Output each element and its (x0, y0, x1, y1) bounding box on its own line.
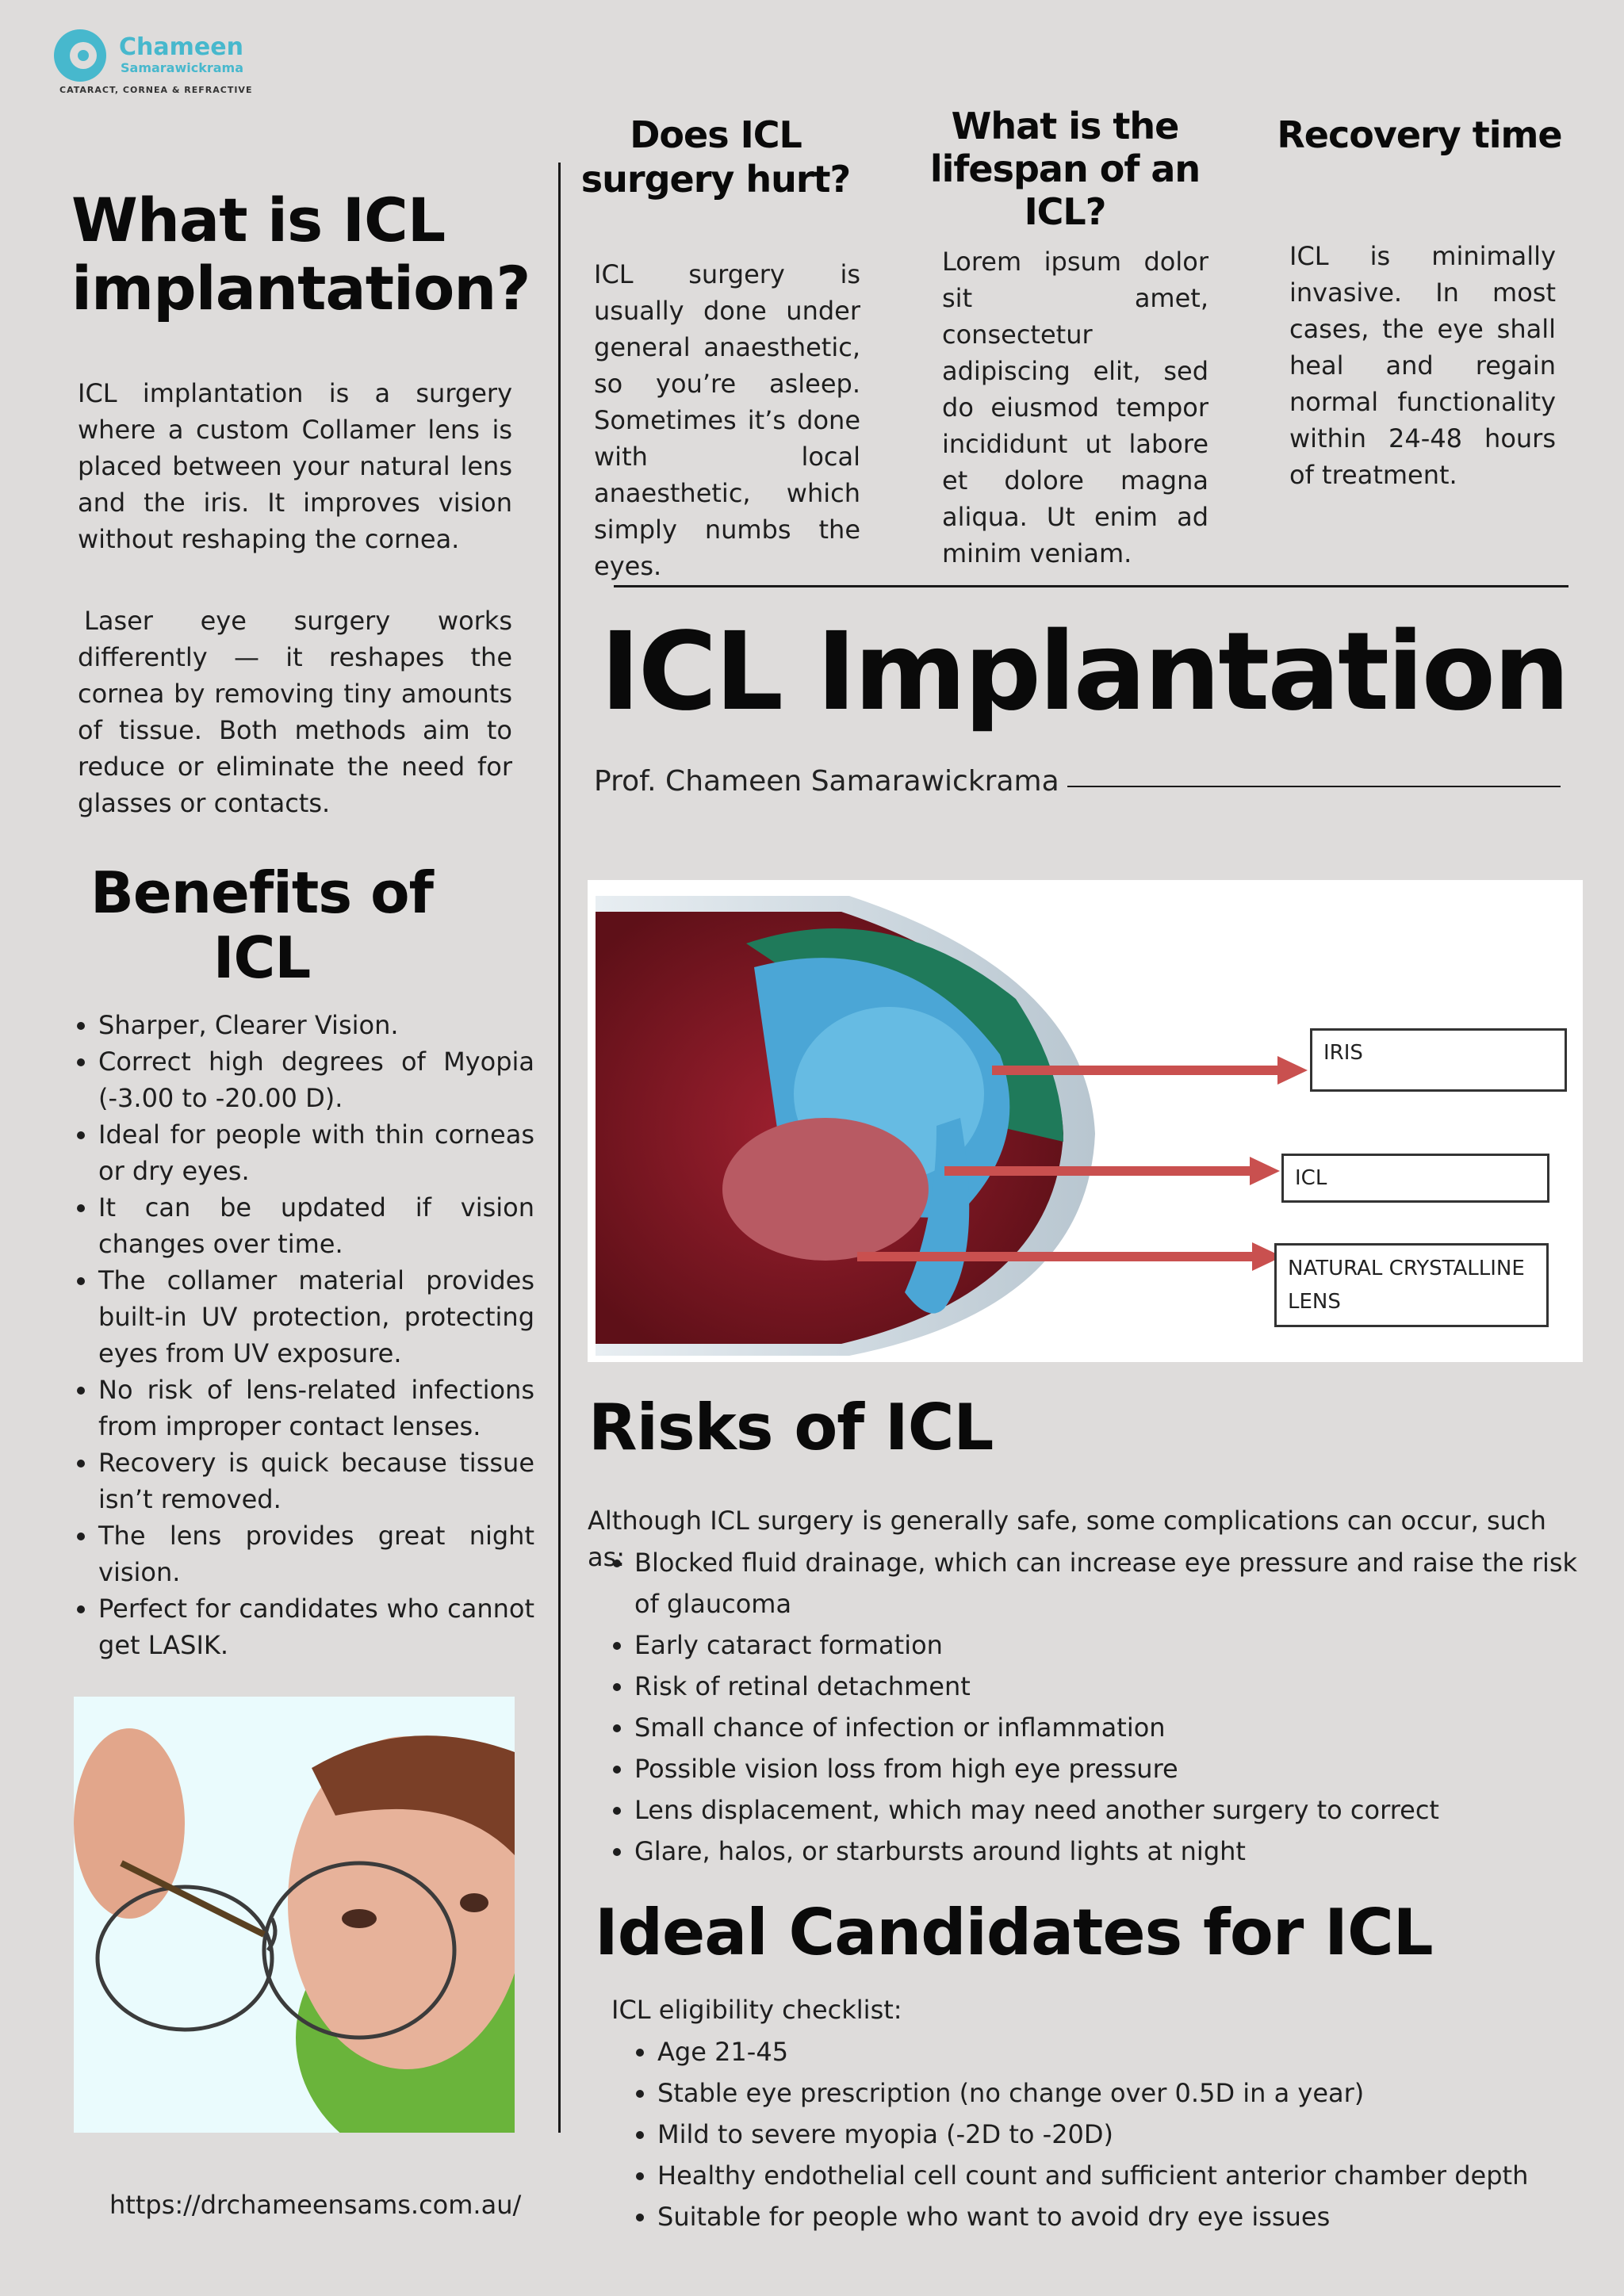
icl-label: ICL (1281, 1154, 1549, 1203)
list-item: • Blocked fluid drainage, which can increase eye pressure and raise the risk of glaucoma (634, 1542, 1602, 1624)
eye-diagram (588, 880, 1583, 1362)
list-item: • Glare, halos, or starbursts around lights at night (634, 1831, 1602, 1872)
candidates-title: Ideal Candidates for ICL (595, 1896, 1433, 1969)
list-item: • The lens provides great night vision. (98, 1517, 534, 1590)
lifespan-text: Lorem ipsum dolor sit amet, consectetur adipiscing elit, sed do eiusmod tempor incididunt ut labore et dolore magna aliqua. Ut enim ad minim veniam. (942, 247, 1208, 568)
page-title: ICL Implantation (600, 610, 1568, 735)
risks-title: Risks of ICL (588, 1391, 994, 1464)
list-item: • Small chance of infection or inflammation (634, 1707, 1602, 1748)
risks-intro: Although ICL surgery is generally safe, some complications can occur, such as: (588, 1506, 1546, 1572)
benefits-list (52, 1007, 534, 1663)
list-item: • Suitable for people who want to avoid dry eye issues (657, 2196, 1609, 2237)
recovery-text: ICL is minimally invasive. In most cases, the eye shall heal and regain normal functionality within 24-48 hours of treatment. (1289, 241, 1556, 490)
what-is-title: What is ICL implantation? (71, 185, 530, 323)
iris-label: IRIS (1310, 1028, 1567, 1092)
hurt-text: ICL surgery is usually done under general anaesthetic, so you’re asleep. Sometimes it’s done with local anaesthetic, which simply numbs the eyes. (594, 259, 860, 581)
list-item: • It can be updated if vision changes over time. (98, 1189, 534, 1262)
list-item: • Lens displacement, which may need another surgery to correct (634, 1789, 1602, 1831)
list-item: • The collamer material provides built-in UV protection, protecting eyes from UV exposure. (98, 1262, 534, 1372)
candidates-intro: ICL eligibility checklist: (611, 1995, 902, 2025)
candidates-list (611, 2031, 1609, 2237)
list-item: • Recovery is quick because tissue isn’t removed. (98, 1445, 534, 1517)
list-item: • Mild to severe myopia (-2D to -20D) (657, 2114, 1609, 2155)
glasses-photo (74, 1697, 515, 2133)
author-rule (1067, 786, 1561, 787)
logo-eye-icon (54, 29, 106, 82)
list-item: • Age 21-45 (657, 2031, 1609, 2072)
website-link[interactable]: https://drchameensams.com.au/ (109, 2190, 522, 2220)
logo-name: Chameen (119, 33, 243, 61)
list-item: • Healthy endothelial cell count and sufficient anterior chamber depth (657, 2155, 1609, 2196)
list-item: • Possible vision loss from high eye pressure (634, 1748, 1602, 1789)
list-item: • Perfect for candidates who cannot get LASIK. (98, 1590, 534, 1663)
column-divider (558, 163, 561, 2133)
lifespan-title: What is the lifespan of an ICL? (929, 105, 1201, 233)
list-item: • Early cataract formation (634, 1624, 1602, 1666)
list-item: • Ideal for people with thin corneas or dry eyes. (98, 1116, 534, 1189)
logo-surname: Samarawickrama (121, 60, 244, 75)
benefits-title: Benefits of ICL (90, 859, 433, 991)
list-item: • Stable eye prescription (no change over 0.5D in a year) (657, 2072, 1609, 2114)
lens-label: NATURAL CRYSTALLINE LENS (1274, 1243, 1549, 1327)
section-rule (614, 585, 1568, 587)
hurt-title: Does ICL surgery hurt? (580, 113, 851, 201)
list-item: • Correct high degrees of Myopia (-3.00 to -20.00 D). (98, 1043, 534, 1116)
what-is-para2: Laser eye surgery works differently — it reshapes the cornea by removing tiny amounts of tissue. Both methods aim to reduce or eliminate the need for glasses or contacts. (78, 606, 512, 818)
recovery-title: Recovery time (1277, 113, 1562, 156)
risks-list (588, 1542, 1602, 1872)
list-item: • No risk of lens-related infections from improper contact lenses. (98, 1372, 534, 1445)
list-item: • Risk of retinal detachment (634, 1666, 1602, 1707)
author-name: Prof. Chameen Samarawickrama (594, 765, 1059, 798)
logo-tagline: CATARACT, CORNEA & REFRACTIVE (59, 85, 253, 95)
list-item: • Sharper, Clearer Vision. (98, 1007, 534, 1043)
what-is-para1: ICL implantation is a surgery where a custom Collamer lens is placed between your natural lens and the iris. It improves vision without reshaping the cornea. (78, 378, 512, 554)
